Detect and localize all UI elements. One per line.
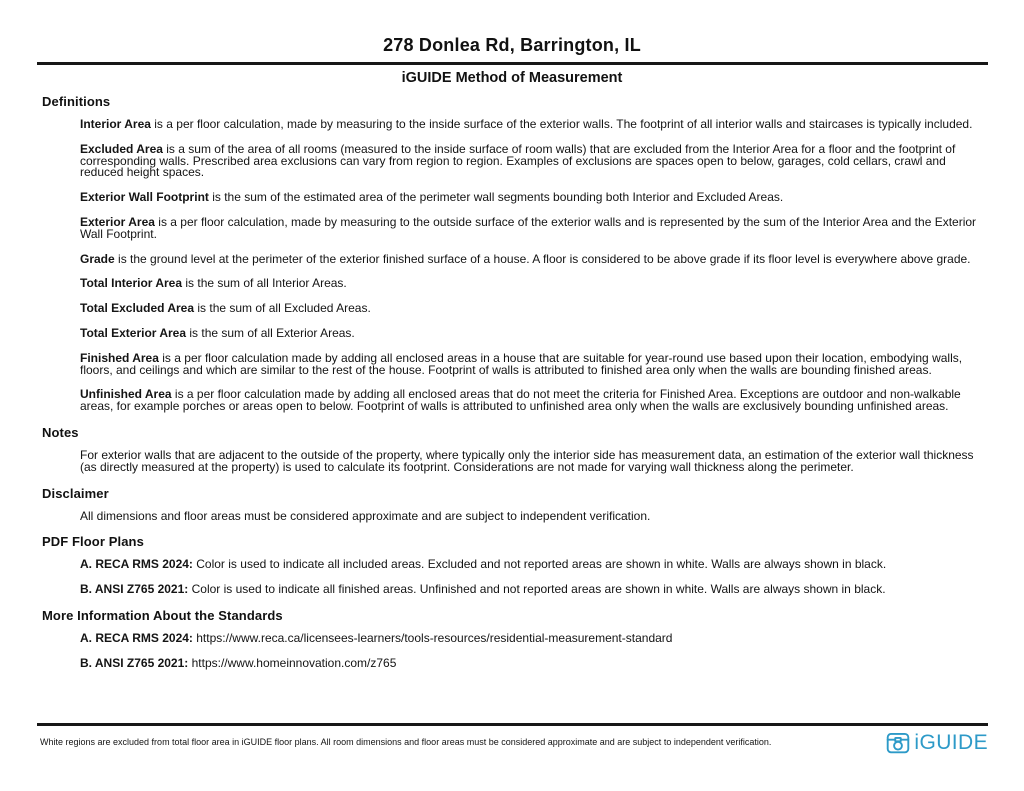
definition-term: Grade	[80, 251, 115, 266]
standard-text: Color is used to indicate all included areas. Excluded and not reported areas are shown in white. Walls are always shown in black.	[192, 557, 887, 572]
notes-paragraph	[80, 447, 980, 474]
definition-total-exterior-area	[80, 325, 980, 340]
definition-grade	[80, 251, 980, 266]
section-disclaimer	[42, 487, 980, 523]
definition-exterior-area	[80, 214, 980, 241]
definition-term: Total Interior Area	[80, 276, 183, 291]
page-subtitle: iGUIDE Method of Measurement	[401, 70, 623, 86]
document-body	[42, 95, 980, 670]
definition-total-interior-area	[80, 278, 980, 290]
definition-text: is a per floor calculation made by adding all enclosed areas in a house that are suitable for year-round use based upon their location, embodying walls, floors, and ceilings and which are similar to the rest of the house. Footprint of walls is attributed to finished area only when the walls are bounding finished areas.	[80, 350, 963, 377]
definition-term: Exterior Area	[80, 214, 155, 229]
section-heading: Definitions	[42, 94, 111, 109]
footer-disclaimer-text: White regions are excluded from total floor area in iGUIDE floor plans. All room dimensions and floor areas must be considered approximate and are subject to independent verification.	[40, 737, 772, 747]
disclaimer-text: All dimensions and floor areas must be considered approximate and are subject to independent verification.	[80, 508, 651, 523]
iguide-logo	[886, 731, 988, 755]
definition-text: is a sum of the area of all rooms (measured to the inside surface of room walls) that are excluded from the Interior Area for a floor and the footprint of corresponding walls. Prescribed area exclusions can vary from region to region. Examples of exclusions are spaces open to below, garages, cold cellars, crawl and reduced height spaces.	[80, 141, 956, 180]
section-heading: More Information About the Standards	[42, 607, 283, 623]
definition-text: is the sum of the estimated area of the perimeter wall segments bounding both Interior and Excluded Areas.	[208, 190, 784, 205]
standard-url: https://www.homeinnovation.com/z765	[188, 655, 397, 670]
header-divider	[37, 62, 988, 65]
definition-text: is the sum of all Excluded Areas.	[194, 301, 371, 316]
section-heading: Notes	[42, 424, 79, 440]
definition-term: Interior Area	[80, 117, 151, 131]
standard-label: B. ANSI Z765 2021:	[80, 582, 189, 597]
section-definitions	[42, 95, 980, 413]
definition-excluded-area	[80, 141, 980, 180]
definition-exterior-wall-footprint	[80, 192, 980, 204]
definition-text: is a per floor calculation made by adding all enclosed areas that do not meet the criteria for Finished Area. Exceptions are outdoor and non-walkable areas, for example porches or areas open to below. Footprint of walls is attributed to unfinished area only when the walls are exclusively bounding unfinished areas.	[80, 387, 961, 414]
standard-link-reca	[80, 630, 980, 645]
definition-interior-area	[80, 119, 980, 131]
section-heading: PDF Floor Plans	[42, 534, 144, 550]
document-footer	[37, 723, 988, 755]
definition-term: Exterior Wall Footprint	[80, 190, 209, 205]
definition-term: Total Exterior Area	[80, 325, 187, 340]
section-pdf-floor-plans	[42, 535, 980, 596]
section-more-information	[42, 609, 980, 670]
iguide-logo-text: iGUIDE	[914, 731, 988, 754]
pdf-plan-item-ansi	[80, 584, 980, 596]
definition-term: Unfinished Area	[80, 387, 172, 402]
definition-text: is the sum of all Interior Areas.	[182, 276, 347, 291]
definition-term: Total Excluded Area	[80, 301, 195, 316]
standard-link-ansi	[80, 655, 980, 670]
definition-unfinished-area	[80, 389, 980, 413]
definition-text: is a per floor calculation, made by measuring to the outside surface of the exterior walls and is represented by the sum of the Interior Area and the Exterior Wall Footprint.	[80, 214, 977, 241]
document-header	[0, 0, 1024, 86]
definition-total-excluded-area	[80, 303, 980, 315]
standard-label: B. ANSI Z765 2021:	[80, 655, 189, 670]
disclaimer-paragraph	[80, 508, 980, 523]
definition-text: is a per floor calculation, made by measuring to the inside surface of the exterior walls. The footprint of all interior walls and staircases is typically included.	[150, 117, 973, 131]
definition-text: is the ground level at the perimeter of the exterior finished surface of a house. A floor is considered to be above grade if its floor level is everywhere above grade.	[114, 251, 971, 266]
definition-finished-area	[80, 350, 980, 377]
standard-label: A. RECA RMS 2024:	[80, 557, 193, 572]
notes-text: For exterior walls that are adjacent to the outside of the property, where typically only the interior side has measurement data, an estimation of the exterior wall thickness (as directly measured at the property) is used to calculate its footprint. Considerations are not made for varying wall thickness along the perimeter.	[80, 447, 974, 474]
section-notes	[42, 426, 980, 474]
page-title: 278 Donlea Rd, Barrington, IL	[383, 35, 641, 55]
standard-url: https://www.reca.ca/licensees-learners/tools-resources/residential-measurement-standard	[192, 630, 673, 645]
definition-term: Excluded Area	[80, 141, 163, 156]
section-heading: Disclaimer	[42, 485, 109, 501]
iguide-camera-icon	[886, 731, 910, 755]
definition-text: is the sum of all Exterior Areas.	[186, 325, 355, 340]
standard-label: A. RECA RMS 2024:	[80, 630, 193, 645]
pdf-plan-item-reca	[80, 559, 980, 571]
definition-term: Finished Area	[80, 350, 159, 365]
standard-text: Color is used to indicate all finished areas. Unfinished and not reported areas are shown in white. Walls are always shown in black.	[188, 582, 886, 597]
